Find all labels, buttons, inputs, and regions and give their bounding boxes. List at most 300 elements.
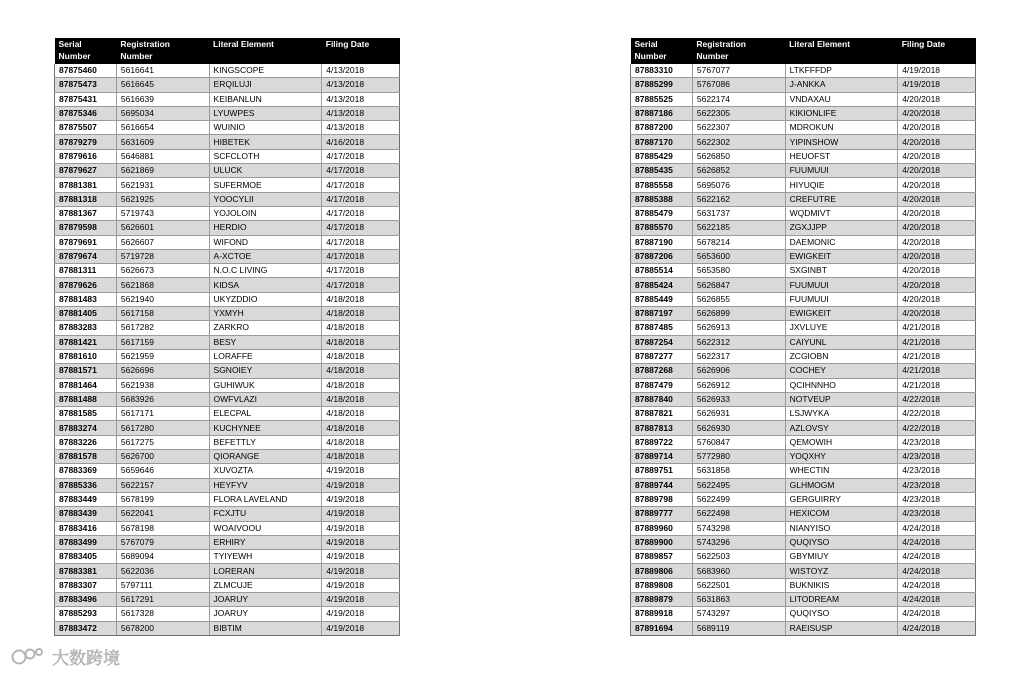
filing-date-cell: 4/19/2018	[322, 492, 400, 506]
left-table-row	[55, 621, 400, 635]
right-table-row	[631, 478, 976, 492]
left-table-row	[55, 307, 400, 321]
filing-date-cell: 4/13/2018	[322, 64, 400, 78]
literal-element-cell: QCIHNNHO	[785, 378, 898, 392]
serial-number-cell: 87887190	[631, 235, 693, 249]
left-table-row	[55, 278, 400, 292]
registration-number-cell: 5743297	[692, 607, 785, 621]
registration-number-cell: 5617328	[116, 607, 209, 621]
serial-number-cell: 87887197	[631, 307, 693, 321]
registration-number-cell: 5617282	[116, 321, 209, 335]
serial-number-cell: 87883310	[631, 64, 693, 78]
right-table-row	[631, 164, 976, 178]
registration-number-cell: 5622312	[692, 335, 785, 349]
serial-number-cell: 87889722	[631, 435, 693, 449]
serial-number-cell: 87887206	[631, 249, 693, 263]
serial-number-cell: 87883439	[55, 507, 117, 521]
registration-number-cell: 5626673	[116, 264, 209, 278]
registration-number-cell: 5622174	[692, 92, 785, 106]
literal-element-cell: HEXICOM	[785, 507, 898, 521]
watermark	[10, 644, 120, 669]
filing-date-cell: 4/17/2018	[322, 221, 400, 235]
literal-element-cell: FUUMUUI	[785, 292, 898, 306]
literal-element-cell: EWIGKEIT	[785, 307, 898, 321]
filing-date-cell: 4/22/2018	[898, 407, 976, 421]
filing-date-cell: 4/22/2018	[898, 421, 976, 435]
registration-number-cell: 5621938	[116, 378, 209, 392]
serial-number-cell: 87889751	[631, 464, 693, 478]
left-table-row	[55, 206, 400, 220]
serial-number-cell: 87885299	[631, 78, 693, 92]
right-table-row	[631, 621, 976, 635]
literal-element-cell: LITODREAM	[785, 592, 898, 606]
filing-date-cell: 4/20/2018	[898, 249, 976, 263]
right-table-row	[631, 578, 976, 592]
serial-number-cell: 87883499	[55, 535, 117, 549]
filing-date-cell: 4/18/2018	[322, 307, 400, 321]
right-table-row	[631, 192, 976, 206]
filing-date-cell: 4/18/2018	[322, 378, 400, 392]
right-table-row	[631, 249, 976, 263]
filing-date-cell: 4/13/2018	[322, 121, 400, 135]
registration-number-cell: 5621940	[116, 292, 209, 306]
registration-number-cell: 5678198	[116, 521, 209, 535]
registration-number-cell: 5626899	[692, 307, 785, 321]
filing-date-cell: 4/23/2018	[898, 492, 976, 506]
left-table-row	[55, 349, 400, 363]
filing-date-cell: 4/24/2018	[898, 578, 976, 592]
registration-number-cell: 5626700	[116, 450, 209, 464]
right-table-row	[631, 292, 976, 306]
left-table-row	[55, 492, 400, 506]
left-table-row	[55, 592, 400, 606]
literal-element-cell: ZARKRO	[209, 321, 322, 335]
filing-date-cell: 4/17/2018	[322, 164, 400, 178]
right-table-row	[631, 64, 976, 78]
registration-number-cell: 5626933	[692, 392, 785, 406]
right-table-row	[631, 364, 976, 378]
serial-number-cell: 87887485	[631, 321, 693, 335]
left-table-row	[55, 178, 400, 192]
serial-number-cell: 87883472	[55, 621, 117, 635]
serial-number-cell: 87879626	[55, 278, 117, 292]
serial-number-cell: 87885479	[631, 206, 693, 220]
filing-date-cell: 4/23/2018	[898, 478, 976, 492]
filing-date-cell: 4/19/2018	[322, 592, 400, 606]
serial-number-cell: 87875473	[55, 78, 117, 92]
filing-date-cell: 4/23/2018	[898, 435, 976, 449]
literal-element-cell: KUCHYNEE	[209, 421, 322, 435]
literal-element-cell: YOQXHY	[785, 450, 898, 464]
filing-date-cell: 4/13/2018	[322, 106, 400, 120]
header-filing-date: Filing Date	[322, 38, 400, 64]
left-table-row	[55, 121, 400, 135]
filing-date-cell: 4/20/2018	[898, 307, 976, 321]
registration-number-cell: 5695076	[692, 178, 785, 192]
logo-icon	[10, 646, 46, 668]
right-table-row	[631, 78, 976, 92]
registration-number-cell: 5622302	[692, 135, 785, 149]
serial-number-cell: 87885449	[631, 292, 693, 306]
left-table-row	[55, 78, 400, 92]
literal-element-cell: OWFVLAZI	[209, 392, 322, 406]
left-table-row	[55, 221, 400, 235]
right-table-row	[631, 221, 976, 235]
serial-number-cell: 87885435	[631, 164, 693, 178]
filing-date-cell: 4/19/2018	[322, 550, 400, 564]
serial-number-cell: 87891694	[631, 621, 693, 635]
serial-number-cell: 87887277	[631, 349, 693, 363]
literal-element-cell: NOTVEUP	[785, 392, 898, 406]
literal-element-cell: ZCGIOBN	[785, 349, 898, 363]
literal-element-cell: KEIBANLUN	[209, 92, 322, 106]
serial-number-cell: 87883307	[55, 578, 117, 592]
left-table-row	[55, 64, 400, 78]
filing-date-cell: 4/19/2018	[322, 521, 400, 535]
left-table-row	[55, 521, 400, 535]
right-table-body	[631, 64, 976, 635]
filing-date-cell: 4/20/2018	[898, 121, 976, 135]
filing-date-cell: 4/19/2018	[322, 607, 400, 621]
filing-date-cell: 4/19/2018	[322, 578, 400, 592]
filing-date-cell: 4/19/2018	[322, 535, 400, 549]
literal-element-cell: JXVLUYE	[785, 321, 898, 335]
filing-date-cell: 4/20/2018	[898, 164, 976, 178]
filing-date-cell: 4/20/2018	[898, 192, 976, 206]
literal-element-cell: LYUWPES	[209, 106, 322, 120]
right-table-row	[631, 378, 976, 392]
filing-date-cell: 4/22/2018	[898, 392, 976, 406]
right-table-row	[631, 235, 976, 249]
serial-number-cell: 87889714	[631, 450, 693, 464]
literal-element-cell: NIANYISO	[785, 521, 898, 535]
registration-number-cell: 5683926	[116, 392, 209, 406]
registration-number-cell: 5659646	[116, 464, 209, 478]
filing-date-cell: 4/21/2018	[898, 364, 976, 378]
right-table-row	[631, 121, 976, 135]
serial-number-cell: 87881610	[55, 349, 117, 363]
left-table-row	[55, 507, 400, 521]
serial-number-cell: 87887821	[631, 407, 693, 421]
right-table-row	[631, 435, 976, 449]
filing-date-cell: 4/17/2018	[322, 178, 400, 192]
serial-number-cell: 87881367	[55, 206, 117, 220]
filing-date-cell: 4/24/2018	[898, 564, 976, 578]
registration-number-cell: 5622503	[692, 550, 785, 564]
header-serial: Serial Number	[631, 38, 693, 64]
literal-element-cell: EWIGKEIT	[785, 249, 898, 263]
filing-date-cell: 4/18/2018	[322, 421, 400, 435]
literal-element-cell: WOAIVOOU	[209, 521, 322, 535]
registration-number-cell: 5617275	[116, 435, 209, 449]
registration-number-cell: 5626912	[692, 378, 785, 392]
registration-number-cell: 5622036	[116, 564, 209, 578]
filing-date-cell: 4/24/2018	[898, 550, 976, 564]
filing-date-cell: 4/18/2018	[322, 321, 400, 335]
serial-number-cell: 87889798	[631, 492, 693, 506]
registration-number-cell: 5695034	[116, 106, 209, 120]
serial-number-cell: 87889744	[631, 478, 693, 492]
filing-date-cell: 4/23/2018	[898, 464, 976, 478]
literal-element-cell: JOARUY	[209, 592, 322, 606]
right-table-row	[631, 407, 976, 421]
serial-number-cell: 87885388	[631, 192, 693, 206]
filing-date-cell: 4/17/2018	[322, 235, 400, 249]
serial-number-cell: 87883496	[55, 592, 117, 606]
filing-date-cell: 4/19/2018	[322, 464, 400, 478]
filing-date-cell: 4/17/2018	[322, 249, 400, 263]
registration-number-cell: 5622185	[692, 221, 785, 235]
filing-date-cell: 4/24/2018	[898, 521, 976, 535]
filing-date-cell: 4/21/2018	[898, 335, 976, 349]
literal-element-cell: SCFCLOTH	[209, 149, 322, 163]
left-table-row	[55, 407, 400, 421]
literal-element-cell: KINGSCOPE	[209, 64, 322, 78]
filing-date-cell: 4/23/2018	[898, 507, 976, 521]
registration-number-cell: 5622157	[116, 478, 209, 492]
serial-number-cell: 87881421	[55, 335, 117, 349]
literal-element-cell: FCXJTU	[209, 507, 322, 521]
left-table-row	[55, 464, 400, 478]
filing-date-cell: 4/20/2018	[898, 235, 976, 249]
registration-number-cell: 5621925	[116, 192, 209, 206]
serial-number-cell: 87885558	[631, 178, 693, 192]
filing-date-cell: 4/20/2018	[898, 278, 976, 292]
serial-number-cell: 87889960	[631, 521, 693, 535]
literal-element-cell: QEMOWIH	[785, 435, 898, 449]
right-table-row	[631, 492, 976, 506]
literal-element-cell: QUQIYSO	[785, 607, 898, 621]
registration-number-cell: 5626930	[692, 421, 785, 435]
serial-number-cell: 87881585	[55, 407, 117, 421]
filing-date-cell: 4/17/2018	[322, 192, 400, 206]
serial-number-cell: 87883283	[55, 321, 117, 335]
literal-element-cell: TYIYEWH	[209, 550, 322, 564]
registration-number-cell: 5797111	[116, 578, 209, 592]
registration-number-cell: 5622317	[692, 349, 785, 363]
serial-number-cell: 87875431	[55, 92, 117, 106]
left-table-row	[55, 335, 400, 349]
filing-date-cell: 4/17/2018	[322, 278, 400, 292]
literal-element-cell: HIBETEK	[209, 135, 322, 149]
serial-number-cell: 87881464	[55, 378, 117, 392]
literal-element-cell: FUUMUUI	[785, 278, 898, 292]
serial-number-cell: 87883274	[55, 421, 117, 435]
left-table-row	[55, 292, 400, 306]
left-table-row	[55, 478, 400, 492]
left-table-row	[55, 578, 400, 592]
serial-number-cell: 87883416	[55, 521, 117, 535]
registration-number-cell: 5622162	[692, 192, 785, 206]
right-table-row	[631, 507, 976, 521]
literal-element-cell: VNDAXAU	[785, 92, 898, 106]
serial-number-cell: 87885429	[631, 149, 693, 163]
registration-number-cell: 5621931	[116, 178, 209, 192]
serial-number-cell: 87887254	[631, 335, 693, 349]
watermark-text: 大数跨境	[52, 649, 120, 668]
right-table-row	[631, 335, 976, 349]
literal-element-cell: QIORANGE	[209, 450, 322, 464]
header-literal-element: Literal Element	[209, 38, 322, 64]
serial-number-cell: 87879598	[55, 221, 117, 235]
literal-element-cell: LSJWYKA	[785, 407, 898, 421]
left-table-row	[55, 535, 400, 549]
registration-number-cell: 5617158	[116, 307, 209, 321]
registration-number-cell: 5617171	[116, 407, 209, 421]
filing-date-cell: 4/17/2018	[322, 149, 400, 163]
filing-date-cell: 4/17/2018	[322, 264, 400, 278]
registration-number-cell: 5678214	[692, 235, 785, 249]
right-registration-table	[630, 38, 976, 636]
literal-element-cell: GUHIWUK	[209, 378, 322, 392]
literal-element-cell: J-ANKKA	[785, 78, 898, 92]
left-table-row	[55, 149, 400, 163]
left-registration-table	[54, 38, 400, 636]
literal-element-cell: A-XCTOE	[209, 249, 322, 263]
registration-number-cell: 5631737	[692, 206, 785, 220]
registration-number-cell: 5631609	[116, 135, 209, 149]
filing-date-cell: 4/17/2018	[322, 206, 400, 220]
serial-number-cell: 87883449	[55, 492, 117, 506]
serial-number-cell: 87885525	[631, 92, 693, 106]
right-table-row	[631, 392, 976, 406]
right-table-row	[631, 607, 976, 621]
serial-number-cell: 87879674	[55, 249, 117, 263]
filing-date-cell: 4/24/2018	[898, 592, 976, 606]
left-table-row	[55, 550, 400, 564]
serial-number-cell: 87889777	[631, 507, 693, 521]
literal-element-cell: QUQIYSO	[785, 535, 898, 549]
serial-number-cell: 87887813	[631, 421, 693, 435]
left-table-row	[55, 164, 400, 178]
header-literal-element: Literal Element	[785, 38, 898, 64]
left-table-row	[55, 249, 400, 263]
header-registration: Registration Number	[116, 38, 209, 64]
registration-number-cell: 5678199	[116, 492, 209, 506]
literal-element-cell: BEFETTLY	[209, 435, 322, 449]
left-table-row	[55, 106, 400, 120]
left-table-row	[55, 235, 400, 249]
registration-number-cell: 5626850	[692, 149, 785, 163]
right-table-row	[631, 550, 976, 564]
header-registration: Registration Number	[692, 38, 785, 64]
filing-date-cell: 4/13/2018	[322, 78, 400, 92]
literal-element-cell: BIBTIM	[209, 621, 322, 635]
right-table-row	[631, 135, 976, 149]
registration-number-cell: 5626847	[692, 278, 785, 292]
literal-element-cell: BESY	[209, 335, 322, 349]
right-table-row	[631, 349, 976, 363]
registration-number-cell: 5689094	[116, 550, 209, 564]
registration-number-cell: 5653600	[692, 249, 785, 263]
filing-date-cell: 4/20/2018	[898, 264, 976, 278]
registration-number-cell: 5617291	[116, 592, 209, 606]
serial-number-cell: 87875460	[55, 64, 117, 78]
serial-number-cell: 87883226	[55, 435, 117, 449]
filing-date-cell: 4/20/2018	[898, 292, 976, 306]
filing-date-cell: 4/18/2018	[322, 435, 400, 449]
registration-number-cell: 5616654	[116, 121, 209, 135]
right-table-row	[631, 521, 976, 535]
literal-element-cell: WHECTIN	[785, 464, 898, 478]
header-row	[55, 38, 400, 64]
literal-element-cell: AZLOVSY	[785, 421, 898, 435]
registration-number-cell: 5743298	[692, 521, 785, 535]
filing-date-cell: 4/20/2018	[898, 149, 976, 163]
registration-number-cell: 5683960	[692, 564, 785, 578]
filing-date-cell: 4/20/2018	[898, 135, 976, 149]
right-table-row	[631, 464, 976, 478]
serial-number-cell: 87889879	[631, 592, 693, 606]
left-table-row	[55, 421, 400, 435]
serial-number-cell: 87885514	[631, 264, 693, 278]
filing-date-cell: 4/16/2018	[322, 135, 400, 149]
right-table-row	[631, 106, 976, 120]
registration-number-cell: 5617280	[116, 421, 209, 435]
filing-date-cell: 4/19/2018	[898, 64, 976, 78]
header-filing-date: Filing Date	[898, 38, 976, 64]
left-table-row	[55, 564, 400, 578]
registration-number-cell: 5767077	[692, 64, 785, 78]
filing-date-cell: 4/19/2018	[322, 564, 400, 578]
registration-number-cell: 5772980	[692, 450, 785, 464]
left-table-row	[55, 92, 400, 106]
filing-date-cell: 4/18/2018	[322, 407, 400, 421]
literal-element-cell: BUKNIKIS	[785, 578, 898, 592]
header-serial: Serial Number	[55, 38, 117, 64]
registration-number-cell: 5621959	[116, 349, 209, 363]
registration-number-cell: 5760847	[692, 435, 785, 449]
registration-number-cell: 5622041	[116, 507, 209, 521]
literal-element-cell: LTKFFFDP	[785, 64, 898, 78]
filing-date-cell: 4/19/2018	[898, 78, 976, 92]
filing-date-cell: 4/24/2018	[898, 607, 976, 621]
serial-number-cell: 87885570	[631, 221, 693, 235]
right-table-row	[631, 264, 976, 278]
left-table-row	[55, 321, 400, 335]
right-table-row	[631, 535, 976, 549]
serial-number-cell: 87889918	[631, 607, 693, 621]
filing-date-cell: 4/20/2018	[898, 178, 976, 192]
filing-date-cell: 4/23/2018	[898, 450, 976, 464]
literal-element-cell: DAEMONIC	[785, 235, 898, 249]
serial-number-cell: 87881381	[55, 178, 117, 192]
right-table-row	[631, 307, 976, 321]
filing-date-cell: 4/21/2018	[898, 378, 976, 392]
registration-number-cell: 5622495	[692, 478, 785, 492]
literal-element-cell: WQDMIVT	[785, 206, 898, 220]
registration-number-cell: 5719728	[116, 249, 209, 263]
registration-number-cell: 5626906	[692, 364, 785, 378]
serial-number-cell: 87889900	[631, 535, 693, 549]
literal-element-cell: YOJOLOIN	[209, 206, 322, 220]
left-table-row	[55, 607, 400, 621]
literal-element-cell: COCHEY	[785, 364, 898, 378]
literal-element-cell: YXMYH	[209, 307, 322, 321]
registration-number-cell: 5653580	[692, 264, 785, 278]
serial-number-cell: 87879279	[55, 135, 117, 149]
serial-number-cell: 87883381	[55, 564, 117, 578]
serial-number-cell: 87883405	[55, 550, 117, 564]
registration-number-cell: 5626607	[116, 235, 209, 249]
registration-number-cell: 5621868	[116, 278, 209, 292]
filing-date-cell: 4/18/2018	[322, 450, 400, 464]
serial-number-cell: 87881571	[55, 364, 117, 378]
literal-element-cell: HEYFYV	[209, 478, 322, 492]
serial-number-cell: 87879627	[55, 164, 117, 178]
registration-number-cell: 5622307	[692, 121, 785, 135]
literal-element-cell: GLHMOGM	[785, 478, 898, 492]
